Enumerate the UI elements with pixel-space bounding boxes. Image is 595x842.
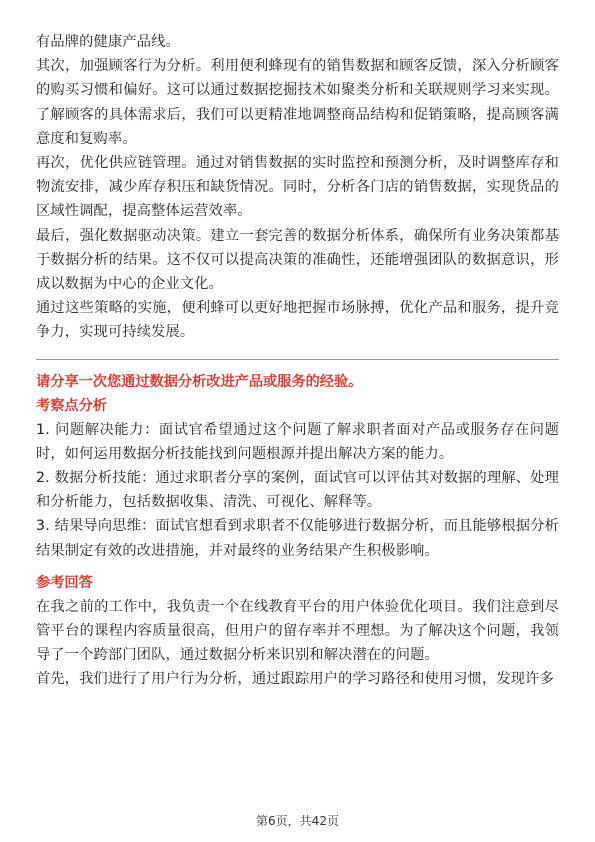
page-number: 第6页，共42页 [256, 814, 339, 828]
paragraph-brand-product-line: 有品牌的健康产品线。 [36, 34, 180, 50]
answer-paragraph-first-step: 首先，我们进行了用户行为分析，通过跟踪用户的学习路径和使用习惯，发现许多 [36, 671, 554, 688]
interview-question: 请分享一次您通过数据分析改进产品或服务的经验。 [36, 373, 363, 390]
spacer [36, 563, 559, 571]
answer-paragraph-intro: 在我之前的工作中，我负责一个在线教育平台的用户体验优化项目。我们注意到尽管平台的课程内容质量很高，但用户的留存率并不理想。为了解决这个问题，我领导了一个跨部门团队，通过数据分析来识别和解决潜在的问题。 [36, 598, 559, 664]
analysis-item-problem-solving: 1. 问题解决能力：面试官希望通过这个问题了解求职者面对产品或服务存在问题时，如何运用数据分析技能找到问题根源并提出解决方案的能力。 [36, 421, 559, 462]
paragraph-customer-behavior: 其次，加强顾客行为分析。利用便利蜂现有的销售数据和顾客反馈，深入分析顾客的购买习惯和偏好。这可以通过数据挖掘技术如聚类分析和关联规则学习来实现。了解顾客的具体需求后，我们可以更精准地调整商品结构和促销策略，提高顾客满意度和复购率。 [36, 58, 559, 147]
paragraph-conclusion: 通过这些策略的实施，便利蜂可以更好地把握市场脉搏，优化产品和服务，提升竞争力，实现可持续发展。 [36, 300, 559, 341]
paragraph-supply-chain: 再次，优化供应链管理。通过对销售数据的实时监控和预测分析，及时调整库存和物流安排，减少库存积压和缺货情况。同时，分析各门店的销售数据，实现货品的区域性调配，提高整体运营效率。 [36, 155, 559, 220]
analysis-item-result-oriented: 3. 结果导向思维：面试官想看到求职者不仅能够进行数据分析，而且能够根据分析结果制定有效的改进措施，并对最终的业务结果产生积极影响。 [36, 518, 559, 559]
answer-heading: 参考回答 [36, 574, 93, 591]
paragraph-data-driven-decisions: 最后，强化数据驱动决策。建立一套完善的数据分析体系，确保所有业务决策都基于数据分析的结果。这不仅可以提高决策的准确性，还能增强团队的数据意识，形成以数据为中心的企业文化。 [36, 227, 559, 293]
analysis-heading: 考察点分析 [36, 397, 107, 414]
document-page [36, 30, 559, 692]
analysis-item-data-skills: 2. 数据分析技能：通过求职者分享的案例，面试官可以评估其对数据的理解、处理和分析能力，包括数据收集、清洗、可视化、解释等。 [36, 470, 559, 511]
section-divider [36, 359, 559, 360]
